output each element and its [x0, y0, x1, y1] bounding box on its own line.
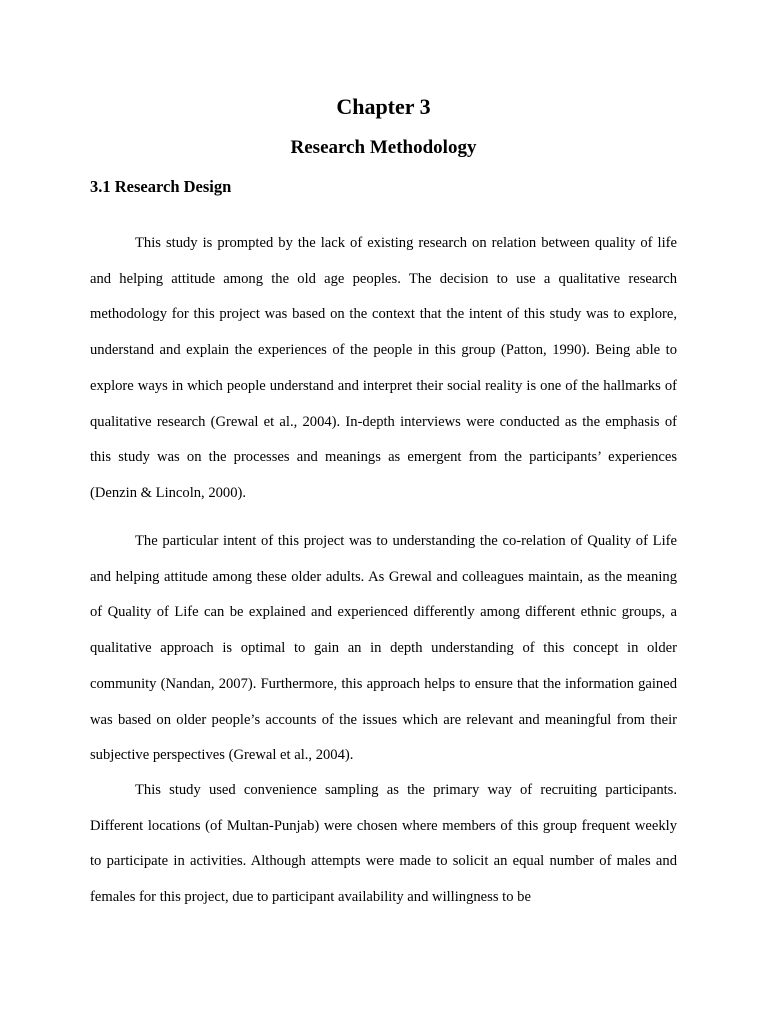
paragraph-project-intent: The particular intent of this project was to understanding the co-relation of Quality of Life and helping attitude among these older adults. As Grewal and colleagues maintain, as the meaning of Quality of Life can be explained and experienced differently among different ethnic groups, a qualitative approach is optimal to gain an in depth understanding of this concept in older community (Nandan, 2007). Furthermore, this approach helps to ensure that the information gained was based on older people’s accounts of the issues which are relevant and meaningful from their subjective perspectives (Grewal et al., 2004).: [90, 533, 677, 764]
paragraph-research-intro: This study is prompted by the lack of existing research on relation between quality of life and helping attitude among the old age peoples. The decision to use a qualitative research methodology for this project was based on the context that the intent of this study was to explore, understand and explain the experiences of the people in this group (Patton, 1990). Being able to explore ways in which people understand and interpret their social reality is one of the hallmarks of qualitative research (Grewal et al., 2004). In-depth interviews were conducted as the emphasis of this study was on the processes and meanings as emergent from the participants’ experiences (Denzin & Lincoln, 2000).: [90, 235, 677, 501]
chapter-subtitle: Research Methodology: [290, 137, 477, 158]
paragraph-sampling: This study used convenience sampling as the primary way of recruiting participants. Different locations (of Multan-Punjab) were chosen where members of this group frequent weekly to participate in activities. Although attempts were made to solicit an equal number of males and females for this project, due to participant availability and willingness to be: [90, 782, 677, 906]
section-heading: 3.1 Research Design: [90, 177, 232, 196]
chapter-title: Chapter 3: [336, 94, 431, 119]
